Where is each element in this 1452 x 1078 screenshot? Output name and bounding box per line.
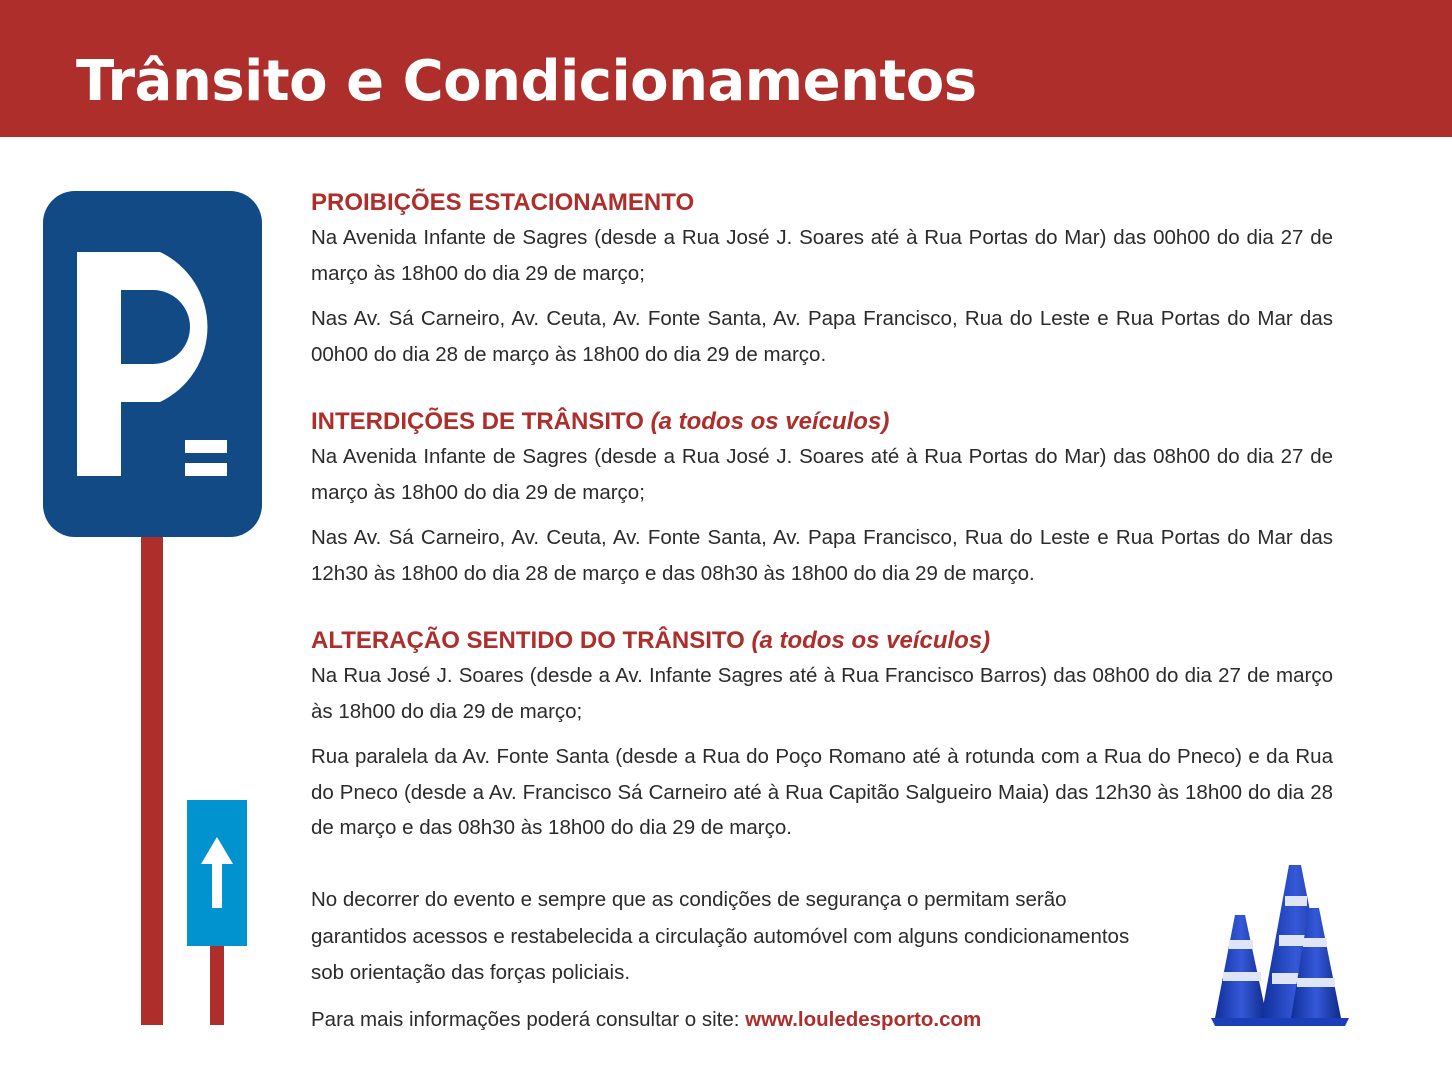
section-title-text: INTERDIÇÕES DE TRÂNSITO [311,408,644,435]
section-traffic-interdictions [311,405,1333,591]
section-subtitle: (a todos os veículos) [650,408,890,435]
traffic-cones-icon [1205,860,1355,1030]
paragraph: Na Avenida Infante de Sagres (desde a Rua José J. Soares até à Rua Portas do Mar) das 00h00 do dia 27 de março às 18h00 do dia 29 de março; [311,226,1333,285]
paragraph: Nas Av. Sá Carneiro, Av. Ceuta, Av. Fonte Santa, Av. Papa Francisco, Rua do Leste e Rua Portas do Mar das 00h00 do dia 28 de março às 18h00 do dia 29 de março. [311,307,1333,366]
notice-text: No decorrer do evento e sempre que as condições de segurança o permitam serão garantidos acessos e restabelecida a circulação automóvel com alguns condicionamentos sob orientação das forças policiais. [311,888,1130,984]
paragraph: Na Avenida Infante de Sagres (desde a Rua José J. Soares até à Rua Portas do Mar) das 08h00 do dia 27 de março às 18h00 do dia 29 de março; [311,445,1333,504]
footer-notice [311,882,1141,1038]
section-title [311,624,1333,658]
one-way-arrow-icon [0,0,300,1078]
info-line [311,1002,1141,1039]
section-title-text: PROIBIÇÕES ESTACIONAMENTO [311,189,695,216]
section-title-text: ALTERAÇÃO SENTIDO DO TRÂNSITO [311,627,745,654]
section-title [311,405,1333,439]
section-parking [311,186,1333,372]
paragraph: Rua paralela da Av. Fonte Santa (desde a Rua do Poço Romano até à rotunda com a Rua do Pneco) e da Rua do Pneco (desde a Av. Francisco Sá Carneiro até à Rua Capitão Salgueiro Maia) das 12h30 às 18h00 do dia 28 de março e das 08h30 às 18h00 do dia 29 de março. [311,745,1333,839]
page-title: Trânsito e Condicionamentos [76,49,977,114]
paragraph: Na Rua José J. Soares (desde a Av. Infante Sagres até à Rua Francisco Barros) das 08h00 do dia 27 de março às 18h00 do dia 29 de março; [311,664,1333,723]
section-subtitle: (a todos os veículos) [751,627,991,654]
info-prefix: Para mais informações poderá consultar o site: [311,1007,746,1031]
section-direction-change [311,624,1333,846]
website-link[interactable]: www.louledesporto.com [745,1007,982,1031]
section-title [311,186,1333,220]
paragraph: Nas Av. Sá Carneiro, Av. Ceuta, Av. Fonte Santa, Av. Papa Francisco, Rua do Leste e Rua Portas do Mar das 12h30 às 18h00 do dia 28 de março e das 08h30 às 18h00 do dia 29 de março. [311,526,1333,585]
restrictions-content [311,186,1333,846]
